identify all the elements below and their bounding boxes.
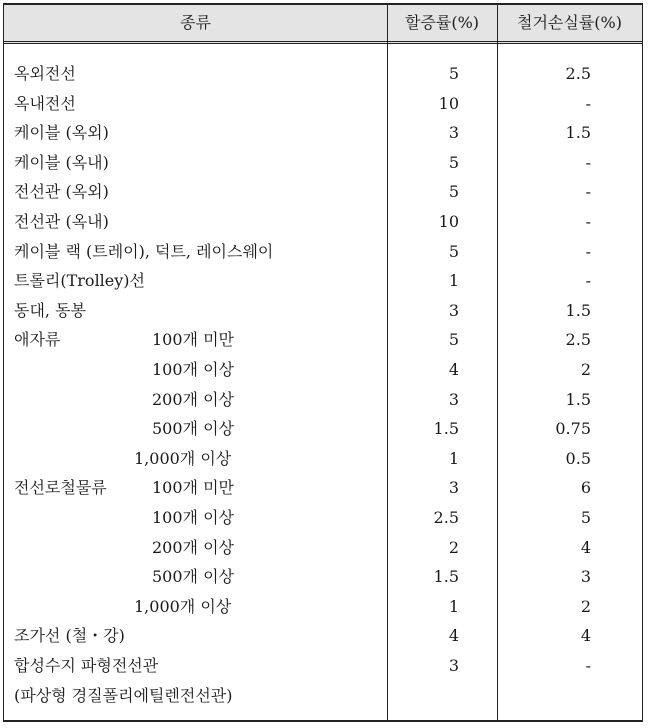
surcharge-rate-value: 3 — [448, 656, 459, 675]
table-row — [4, 503, 642, 533]
surcharge-rate-value: 5 — [448, 64, 459, 83]
surcharge-rate-value: 5 — [448, 152, 459, 172]
removal-loss-rate-value: 0.75 — [555, 419, 591, 439]
item-name: 전선로철물류 — [14, 478, 107, 498]
removal-loss-rate-value: - — [585, 152, 591, 172]
table-row — [4, 59, 642, 89]
item-name: 합성수지 파형전선관 — [14, 656, 159, 675]
table-row — [4, 473, 642, 503]
removal-loss-rate-value: 3 — [580, 567, 591, 587]
surcharge-rate-value: 3 — [448, 300, 459, 320]
item-name: 애자류 — [14, 330, 61, 350]
surcharge-rate-value: 3 — [448, 389, 459, 409]
rate-table — [3, 3, 643, 722]
removal-loss-rate-value: 0.5 — [565, 448, 591, 468]
surcharge-rate-value: 5 — [448, 182, 459, 202]
removal-loss-rate-value: 6 — [580, 478, 591, 498]
surcharge-rate-value: 1.5 — [433, 419, 459, 439]
table-row — [4, 266, 642, 296]
surcharge-rate-value: 10 — [438, 212, 459, 231]
item-quantity-range: 100개 이상 — [152, 360, 234, 379]
removal-loss-rate-value: 1.5 — [565, 123, 591, 143]
table-row — [4, 207, 642, 237]
table-row — [4, 592, 642, 622]
item-quantity-range: 200개 이상 — [152, 389, 234, 409]
item-quantity-range: 100개 미만 — [152, 478, 234, 498]
table-row — [4, 325, 642, 355]
item-quantity-range: 500개 이상 — [152, 567, 234, 587]
header-type: 종류 — [180, 13, 211, 32]
table-row — [4, 177, 642, 207]
removal-loss-rate-value: - — [585, 212, 591, 231]
removal-loss-rate-value: - — [585, 271, 591, 291]
header-surcharge-rate: 할증률(%) — [404, 13, 480, 32]
table-row — [4, 651, 642, 681]
removal-loss-rate-value: - — [585, 93, 591, 113]
table-row — [4, 385, 642, 415]
surcharge-rate-value: 3 — [448, 478, 459, 498]
item-name: 전선관 (옥내) — [14, 212, 109, 231]
surcharge-rate-value: 4 — [448, 626, 459, 646]
surcharge-rate-value: 1 — [448, 448, 459, 468]
removal-loss-rate-value: 1.5 — [565, 300, 591, 320]
removal-loss-rate-value: 1.5 — [565, 389, 591, 409]
item-name: 옥외전선 — [14, 64, 76, 83]
table-row — [4, 355, 642, 385]
surcharge-rate-value: 3 — [448, 123, 459, 143]
item-quantity-range: 500개 이상 — [152, 419, 234, 439]
item-quantity-range: 1,000개 이상 — [134, 596, 232, 616]
table-header — [4, 5, 642, 44]
item-name: 조가선 (철・강) — [14, 626, 125, 646]
surcharge-rate-value: 4 — [448, 360, 459, 379]
removal-loss-rate-value: 2 — [580, 360, 591, 379]
item-name: 케이블 (옥외) — [14, 123, 109, 143]
item-quantity-range: 200개 이상 — [152, 537, 234, 557]
table-row — [4, 533, 642, 563]
item-quantity-range: 1,000개 이상 — [134, 448, 232, 468]
table-row — [4, 621, 642, 651]
surcharge-rate-value: 5 — [448, 241, 459, 261]
removal-loss-rate-value: 2.5 — [565, 64, 591, 83]
table-row — [4, 237, 642, 267]
table-row — [4, 681, 642, 711]
item-name: (파상형 경질폴리에틸렌전선관) — [14, 685, 233, 705]
item-quantity-range: 100개 이상 — [152, 508, 234, 527]
removal-loss-rate-value: - — [585, 241, 591, 261]
surcharge-rate-value: 5 — [448, 330, 459, 350]
item-name: 전선관 (옥외) — [14, 182, 109, 202]
item-quantity-range: 100개 미만 — [152, 330, 234, 350]
removal-loss-rate-value: 2 — [580, 596, 591, 616]
table-row — [4, 444, 642, 474]
removal-loss-rate-value: 4 — [580, 626, 591, 646]
item-name: 트롤리(Trolley)선 — [14, 271, 146, 291]
removal-loss-rate-value: 5 — [580, 508, 591, 527]
surcharge-rate-value: 2 — [448, 537, 459, 557]
table-row — [4, 148, 642, 178]
item-name: 케이블 랙 (트레이), 덕트, 레이스웨이 — [14, 241, 274, 261]
surcharge-rate-value: 1 — [448, 596, 459, 616]
table-row — [4, 118, 642, 148]
surcharge-rate-value: 2.5 — [433, 508, 459, 527]
header-removal-loss-rate: 철거손실률(%) — [517, 13, 622, 32]
surcharge-rate-value: 1 — [448, 271, 459, 291]
item-name: 케이블 (옥내) — [14, 152, 109, 172]
table-row — [4, 562, 642, 592]
table-row — [4, 414, 642, 444]
removal-loss-rate-value: - — [585, 656, 591, 675]
item-name: 동대, 동봉 — [14, 300, 86, 320]
removal-loss-rate-value: - — [585, 182, 591, 202]
table-row — [4, 89, 642, 119]
surcharge-rate-value: 1.5 — [433, 567, 459, 587]
item-name: 옥내전선 — [14, 93, 76, 113]
table-row — [4, 296, 642, 326]
removal-loss-rate-value: 4 — [580, 537, 591, 557]
removal-loss-rate-value: 2.5 — [565, 330, 591, 350]
surcharge-rate-value: 10 — [438, 93, 459, 113]
